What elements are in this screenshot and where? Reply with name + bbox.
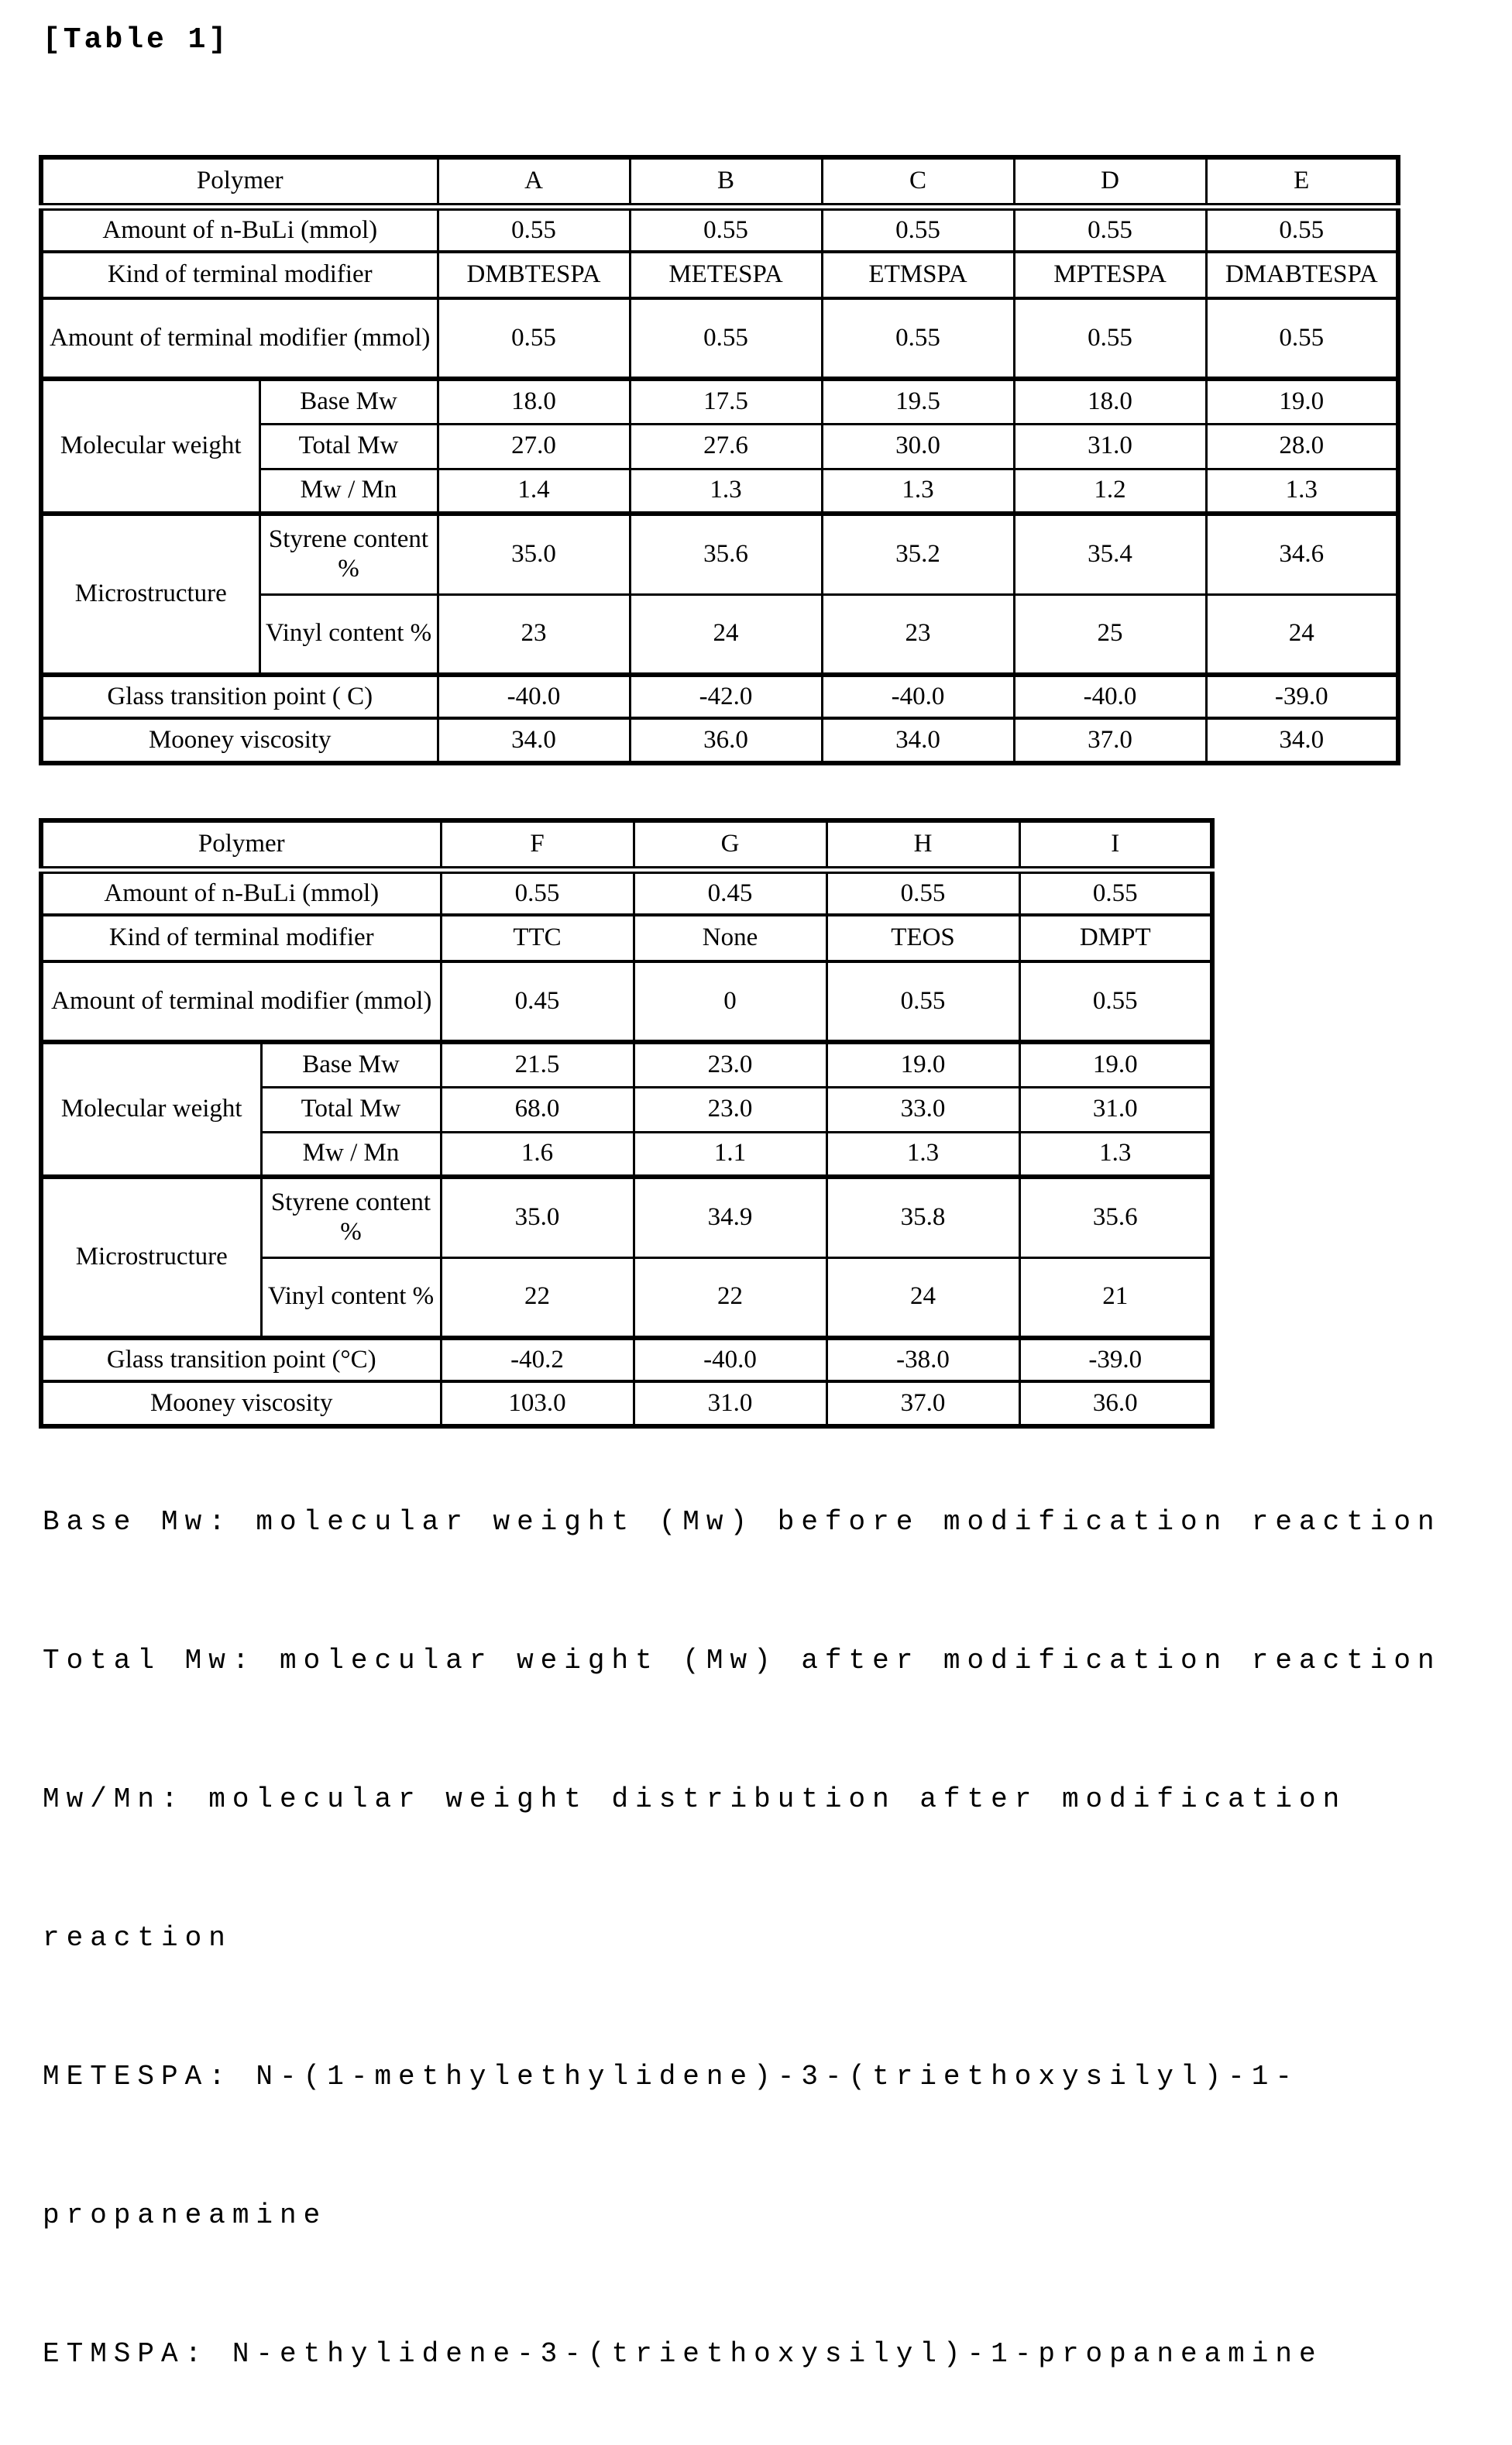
column-header: A: [438, 157, 630, 207]
group-label: Molecular weight: [41, 1042, 261, 1177]
footnotes: [43, 1443, 1499, 2445]
value-cell: 25: [1014, 594, 1206, 675]
polymer-table-a-e: [39, 155, 1400, 765]
footnote-line: Mw/Mn: molecular weight distribution after modification: [43, 1783, 1347, 1815]
value-cell: 31.0: [634, 1381, 826, 1426]
column-header: E: [1206, 157, 1398, 207]
row-label: Amount of terminal modifier (mmol): [41, 298, 438, 379]
value-cell: ETMSPA: [822, 252, 1014, 298]
value-cell: DMBTESPA: [438, 252, 630, 298]
row-label: Amount of n-BuLi (mmol): [41, 870, 441, 915]
group-label: Microstructure: [41, 514, 259, 675]
value-cell: 0: [634, 961, 826, 1042]
value-cell: 36.0: [1019, 1381, 1212, 1426]
table-row: [41, 298, 1398, 379]
value-cell: 31.0: [1019, 1087, 1212, 1132]
value-cell: 0.55: [822, 207, 1014, 252]
value-cell: TTC: [441, 915, 634, 961]
value-cell: 1.3: [1019, 1132, 1212, 1177]
value-cell: DMABTESPA: [1206, 252, 1398, 298]
column-header: G: [634, 820, 826, 870]
table-row: [41, 252, 1398, 298]
value-cell: -38.0: [826, 1338, 1019, 1381]
value-cell: 19.0: [826, 1042, 1019, 1087]
value-cell: 24: [1206, 594, 1398, 675]
footnote-line: reaction: [43, 1922, 232, 1954]
value-cell: 34.9: [634, 1177, 826, 1257]
value-cell: 0.45: [441, 961, 634, 1042]
value-cell: METESPA: [630, 252, 822, 298]
row-sublabel: Total Mw: [261, 1087, 441, 1132]
value-cell: -40.0: [438, 675, 630, 718]
row-sublabel: Vinyl content %: [261, 1257, 441, 1338]
value-cell: 0.55: [826, 961, 1019, 1042]
value-cell: 35.6: [630, 514, 822, 594]
column-header: D: [1014, 157, 1206, 207]
page-title: [Table 1]: [43, 23, 230, 57]
value-cell: 0.45: [634, 870, 826, 915]
column-header: H: [826, 820, 1019, 870]
value-cell: 31.0: [1014, 424, 1206, 469]
value-cell: None: [634, 915, 826, 961]
row-label: Glass transition point ( C): [41, 675, 438, 718]
value-cell: 37.0: [826, 1381, 1019, 1426]
value-cell: 23.0: [634, 1042, 826, 1087]
value-cell: 1.4: [438, 469, 630, 514]
value-cell: 1.3: [822, 469, 1014, 514]
value-cell: 19.0: [1206, 379, 1398, 424]
row-sublabel: Total Mw: [259, 424, 438, 469]
value-cell: 36.0: [630, 718, 822, 763]
row-sublabel: Mw / Mn: [259, 469, 438, 514]
value-cell: -39.0: [1206, 675, 1398, 718]
table-row: [41, 207, 1398, 252]
value-cell: -39.0: [1019, 1338, 1212, 1381]
column-header: C: [822, 157, 1014, 207]
value-cell: 33.0: [826, 1087, 1019, 1132]
value-cell: 34.0: [438, 718, 630, 763]
value-cell: 35.8: [826, 1177, 1019, 1257]
row-sublabel: Base Mw: [259, 379, 438, 424]
row-label: Mooney viscosity: [41, 718, 438, 763]
table-row: [41, 514, 1398, 594]
table-header-row: [41, 157, 1398, 207]
value-cell: 0.55: [822, 298, 1014, 379]
value-cell: 1.3: [630, 469, 822, 514]
row-sublabel: Base Mw: [261, 1042, 441, 1087]
value-cell: 34.0: [1206, 718, 1398, 763]
value-cell: 19.5: [822, 379, 1014, 424]
value-cell: 18.0: [438, 379, 630, 424]
value-cell: 35.6: [1019, 1177, 1212, 1257]
value-cell: 0.55: [1206, 298, 1398, 379]
value-cell: 23: [438, 594, 630, 675]
value-cell: 0.55: [438, 298, 630, 379]
row-label: Mooney viscosity: [41, 1381, 441, 1426]
value-cell: 0.55: [438, 207, 630, 252]
column-header: Polymer: [41, 157, 438, 207]
column-header: Polymer: [41, 820, 441, 870]
row-label: Kind of terminal modifier: [41, 915, 441, 961]
value-cell: 0.55: [1019, 870, 1212, 915]
value-cell: TEOS: [826, 915, 1019, 961]
table-row: [41, 379, 1398, 424]
row-sublabel: Styrene content %: [261, 1177, 441, 1257]
value-cell: 37.0: [1014, 718, 1206, 763]
value-cell: 22: [634, 1257, 826, 1338]
value-cell: 21: [1019, 1257, 1212, 1338]
row-sublabel: Styrene content %: [259, 514, 438, 594]
value-cell: 1.3: [826, 1132, 1019, 1177]
value-cell: 21.5: [441, 1042, 634, 1087]
value-cell: 0.55: [630, 298, 822, 379]
value-cell: 27.0: [438, 424, 630, 469]
table-row: [41, 675, 1398, 718]
value-cell: 24: [826, 1257, 1019, 1338]
polymer-table-f-i: [39, 818, 1215, 1429]
value-cell: 27.6: [630, 424, 822, 469]
value-cell: 1.2: [1014, 469, 1206, 514]
row-label: Glass transition point (°C): [41, 1338, 441, 1381]
value-cell: 0.55: [826, 870, 1019, 915]
footnote-line: ETMSPA: N-ethylidene-3-(triethoxysilyl)-1-propaneamine: [43, 2338, 1323, 2370]
group-label: Microstructure: [41, 1177, 261, 1338]
table-row: [41, 915, 1212, 961]
value-cell: 35.4: [1014, 514, 1206, 594]
value-cell: 19.0: [1019, 1042, 1212, 1087]
value-cell: 18.0: [1014, 379, 1206, 424]
table-header-row: [41, 820, 1212, 870]
value-cell: 34.0: [822, 718, 1014, 763]
value-cell: -42.0: [630, 675, 822, 718]
value-cell: 0.55: [1014, 298, 1206, 379]
row-sublabel: Vinyl content %: [259, 594, 438, 675]
value-cell: 0.55: [1019, 961, 1212, 1042]
table-row: [41, 961, 1212, 1042]
value-cell: 34.6: [1206, 514, 1398, 594]
value-cell: -40.0: [1014, 675, 1206, 718]
footnote-line: Base Mw: molecular weight (Mw) before modification reaction: [43, 1506, 1442, 1538]
value-cell: 23: [822, 594, 1014, 675]
value-cell: 68.0: [441, 1087, 634, 1132]
value-cell: 0.55: [441, 870, 634, 915]
table-row: [41, 1381, 1212, 1426]
group-label: Molecular weight: [41, 379, 259, 514]
column-header: F: [441, 820, 634, 870]
table-row: [41, 718, 1398, 763]
value-cell: 28.0: [1206, 424, 1398, 469]
value-cell: 0.55: [1206, 207, 1398, 252]
column-header: I: [1019, 820, 1212, 870]
footnote-line: METESPA: N-(1-methylethylidene)-3-(triethoxysilyl)-1-: [43, 2061, 1299, 2093]
value-cell: MPTESPA: [1014, 252, 1206, 298]
value-cell: 1.1: [634, 1132, 826, 1177]
value-cell: 23.0: [634, 1087, 826, 1132]
value-cell: -40.2: [441, 1338, 634, 1381]
row-sublabel: Mw / Mn: [261, 1132, 441, 1177]
value-cell: 1.6: [441, 1132, 634, 1177]
table-row: [41, 870, 1212, 915]
footnote-line: Total Mw: molecular weight (Mw) after modification reaction: [43, 1645, 1442, 1676]
value-cell: 35.0: [438, 514, 630, 594]
value-cell: 22: [441, 1257, 634, 1338]
value-cell: 30.0: [822, 424, 1014, 469]
value-cell: -40.0: [822, 675, 1014, 718]
value-cell: -40.0: [634, 1338, 826, 1381]
value-cell: 35.0: [441, 1177, 634, 1257]
table-row: [41, 1042, 1212, 1087]
value-cell: 0.55: [630, 207, 822, 252]
table-row: [41, 1338, 1212, 1381]
footnote-line: propaneamine: [43, 2199, 328, 2231]
row-label: Amount of n-BuLi (mmol): [41, 207, 438, 252]
value-cell: DMPT: [1019, 915, 1212, 961]
value-cell: 1.3: [1206, 469, 1398, 514]
value-cell: 103.0: [441, 1381, 634, 1426]
value-cell: 17.5: [630, 379, 822, 424]
row-label: Amount of terminal modifier (mmol): [41, 961, 441, 1042]
row-label: Kind of terminal modifier: [41, 252, 438, 298]
column-header: B: [630, 157, 822, 207]
table-row: [41, 1177, 1212, 1257]
value-cell: 35.2: [822, 514, 1014, 594]
value-cell: 0.55: [1014, 207, 1206, 252]
value-cell: 24: [630, 594, 822, 675]
